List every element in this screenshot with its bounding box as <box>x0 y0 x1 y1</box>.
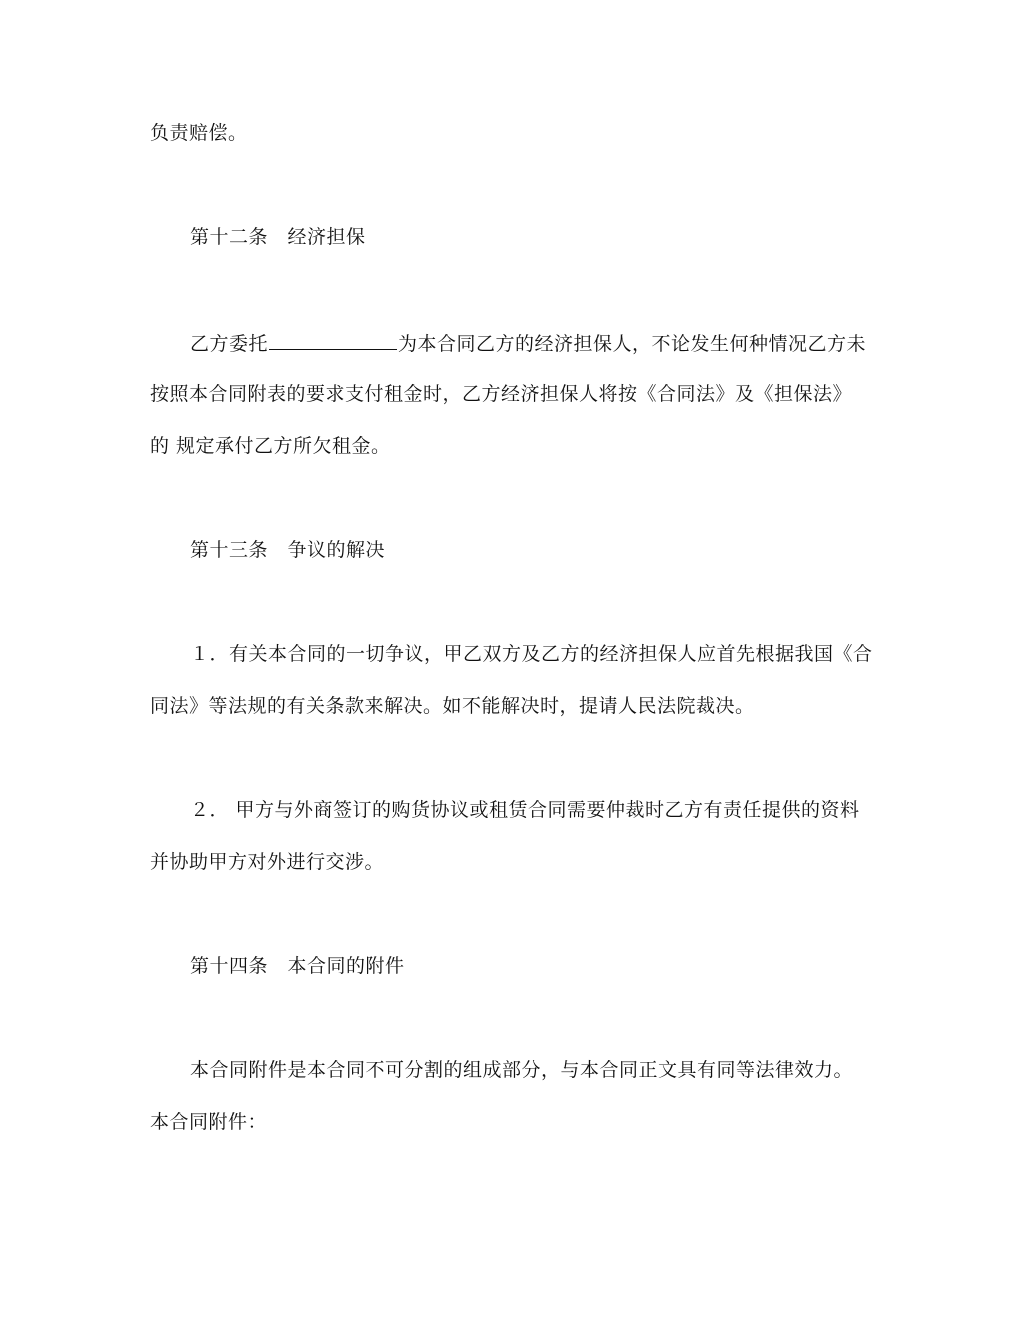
article-12-text-after-blank: 为本合同乙方的经济担保人，不论发生何种情况乙方未 <box>398 333 867 355</box>
article-12-paragraph-line-2: 按照本合同附表的要求支付租金时，乙方经济担保人将按《合同法》及《担保法》 <box>150 383 853 405</box>
article-12-paragraph-line-1 <box>190 331 866 354</box>
article-13-item-2-line-1: ２． 甲方与外商签订的购货协议或租赁合同需要仲裁时乙方有责任提供的资料 <box>190 799 860 821</box>
article-12-heading: 第十二条 经济担保 <box>190 226 366 248</box>
article-13-heading: 第十三条 争议的解决 <box>190 539 386 561</box>
article-14-paragraph-line-1: 本合同附件是本合同不可分割的组成部分，与本合同正文具有同等法律效力。 <box>190 1059 854 1081</box>
guarantor-name-blank <box>269 331 397 350</box>
article-13-item-1-line-2: 同法》等法规的有关条款来解决。如不能解决时，提请人民法院裁决。 <box>150 695 755 717</box>
article-12-paragraph-line-3: 的 规定承付乙方所欠租金。 <box>150 435 391 457</box>
article-14-heading: 第十四条 本合同的附件 <box>190 955 405 977</box>
previous-article-tail: 负责赔偿。 <box>150 122 248 144</box>
article-12-text-before-blank: 乙方委托 <box>190 333 269 355</box>
article-14-paragraph-line-2: 本合同附件： <box>150 1111 268 1133</box>
article-13-item-1-line-1: １．有关本合同的一切争议，甲乙双方及乙方的经济担保人应首先根据我国《合 <box>190 643 873 665</box>
article-13-item-2-line-2: 并协助甲方对外进行交涉。 <box>150 851 385 873</box>
